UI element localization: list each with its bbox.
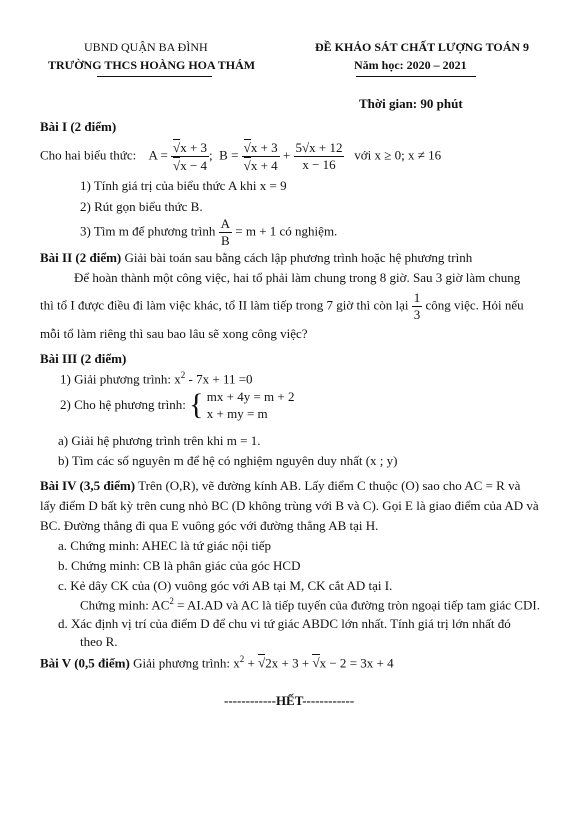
header-underline-left [97, 76, 212, 77]
b2-line3: mỗi tổ làm riêng thì sau bao lâu sẽ xong công việc? [40, 326, 308, 341]
end-marker: ------------HẾT------------ [224, 693, 355, 708]
b1-plus: + [282, 147, 291, 163]
b1-B1-fraction [242, 139, 280, 174]
b3-sys-eq2: x + my = m [206, 406, 268, 421]
b5-line [40, 654, 394, 671]
b1-q3 [80, 216, 337, 249]
b1-A-fraction [171, 139, 209, 174]
b1-A-label: A = [148, 147, 168, 163]
b4-line3: BC. Đường thẳng đi qua E vuông góc với đường thẳng AB tại H. [40, 518, 379, 533]
b4-b: b. Chứng minh: CB là phân giác của góc HCD [58, 558, 301, 573]
b2-line2 [40, 290, 524, 323]
b1-B2-den: x − 16 [302, 157, 336, 172]
b1-condition: với x ≥ 0; x ≠ 16 [354, 147, 442, 163]
b5-root1: 2x + 3 [265, 655, 299, 671]
exam-title: ĐỀ KHẢO SÁT CHẤT LƯỢNG TOÁN 9 [315, 40, 530, 54]
b1-q3-num: A [220, 216, 231, 231]
b1-q2: 2) Rút gọn biểu thức B. [80, 199, 203, 214]
b3-q1-sup: 2 [180, 370, 186, 380]
district-name: UBND QUẬN BA ĐÌNH [84, 40, 208, 54]
b1-q3-rest: = m + 1 có nghiệm. [235, 223, 338, 239]
b1-B-label: B = [219, 147, 239, 163]
b3-q1-rest: - 7x + 11 =0 [185, 371, 253, 387]
b2-line1: Để hoàn thành một công việc, hai tổ phải làm chung trong 8 giờ. Sau 3 giờ làm chung [74, 270, 521, 285]
b4-c2-rest: = AI.AD và AC là tiếp tuyến của đường tròn ngoại tiếp tam giác CDI. [173, 597, 540, 613]
b2-heading [40, 250, 472, 266]
header-underline-right [356, 76, 476, 77]
b1-q1: 1) Tính giá trị của biểu thức A khi x = 9 [80, 178, 287, 193]
b1-A-den: x − 4 [180, 158, 208, 173]
school-year: Năm học: 2020 – 2021 [354, 58, 467, 72]
b1-q3-den: B [220, 233, 230, 248]
b3-qa: a) Giải hệ phương trình trên khi m = 1. [58, 433, 261, 448]
b4-line1 [40, 478, 520, 494]
b3-q2 [60, 388, 294, 422]
b3-q2-text: 2) Cho hệ phương trình: [60, 397, 186, 412]
b2-title-rest: Giải bài toán sau bằng cách lập phương trình hoặc hệ phương trình [124, 250, 473, 265]
b4-c2-sup: 2 [169, 596, 174, 606]
school-name: TRƯỜNG THCS HOÀNG HOA THÁM [48, 58, 256, 72]
b4-title: Bài IV (3,5 điểm) [40, 478, 136, 493]
b5-plus1: + [244, 655, 259, 671]
b2-line2-rest: công việc. Hỏi nếu [425, 297, 524, 313]
b1-B1-den: x + 4 [250, 158, 278, 173]
b3-q1-text: 1) Giải phương trình: x [60, 371, 181, 387]
b1-B2-fraction [294, 140, 345, 173]
b1-A-num: x + 3 [180, 140, 208, 155]
b4-d: d. Xác định vị trí của điểm D để chu vi tứ giác ABDC lớn nhất. Tính giá trị lớn nhất đó [58, 616, 511, 631]
b2-frac-num: 1 [413, 290, 421, 305]
b5-eq: = 3x + 4 [346, 655, 394, 671]
b1-q3-fraction [219, 216, 232, 249]
b4-line1-text: Trên (O,R), vẽ đường kính AB. Lấy điểm C thuộc (O) sao cho AC = R và [138, 478, 521, 493]
b5-sup: 2 [239, 654, 245, 664]
b3-system [207, 388, 295, 422]
b4-c2-text: Chứng minh: AC [80, 597, 170, 613]
brace-symbol: { [189, 388, 204, 421]
b5-plus2: + [298, 655, 313, 671]
b1-intro: Cho hai biểu thức: [40, 147, 137, 163]
b3-title: Bài III (2 điểm) [40, 351, 127, 366]
b2-frac-den: 3 [413, 307, 421, 322]
b3-sys-eq1: mx + 4y = m + 2 [206, 389, 295, 404]
b3-qb: b) Tìm các số nguyên m để hệ có nghiệm nguyên duy nhất (x ; y) [58, 453, 398, 468]
b1-sep: ; [209, 147, 213, 163]
b1-expressions [40, 139, 441, 174]
b1-title: Bài I (2 điểm) [40, 119, 117, 134]
b2-title: Bài II (2 điểm) [40, 250, 122, 265]
b2-fraction [412, 290, 423, 323]
b2-line2-text: thì tổ I được điều đi làm việc khác, tổ II làm tiếp trong 7 giờ thì còn lại [40, 297, 409, 313]
b4-c2 [80, 596, 540, 613]
b1-q3-text: 3) Tìm m để phương trình [80, 223, 216, 239]
b1-B1-num: x + 3 [250, 140, 278, 155]
b1-B2-num: 5√x + 12 [295, 140, 343, 155]
exam-duration: Thời gian: 90 phút [359, 96, 463, 111]
b4-line2: lấy điểm D bất kỳ trên cung nhỏ BC (D không trùng với B và C). Gọi E là giao điểm của AD và [40, 498, 539, 513]
b3-q1 [60, 370, 253, 387]
b4-d2: theo R. [80, 634, 118, 649]
b5-title: Bài V (0,5 điểm) [40, 655, 130, 671]
b4-a: a. Chứng minh: AHEC là tứ giác nội tiếp [58, 538, 272, 553]
b5-text: Giải phương trình: x [133, 655, 240, 671]
b4-c: c. Kẻ dây CK của (O) vuông góc với AB tại M, CK cắt AD tại I. [58, 578, 393, 593]
b5-root2: x − 2 [319, 655, 347, 671]
